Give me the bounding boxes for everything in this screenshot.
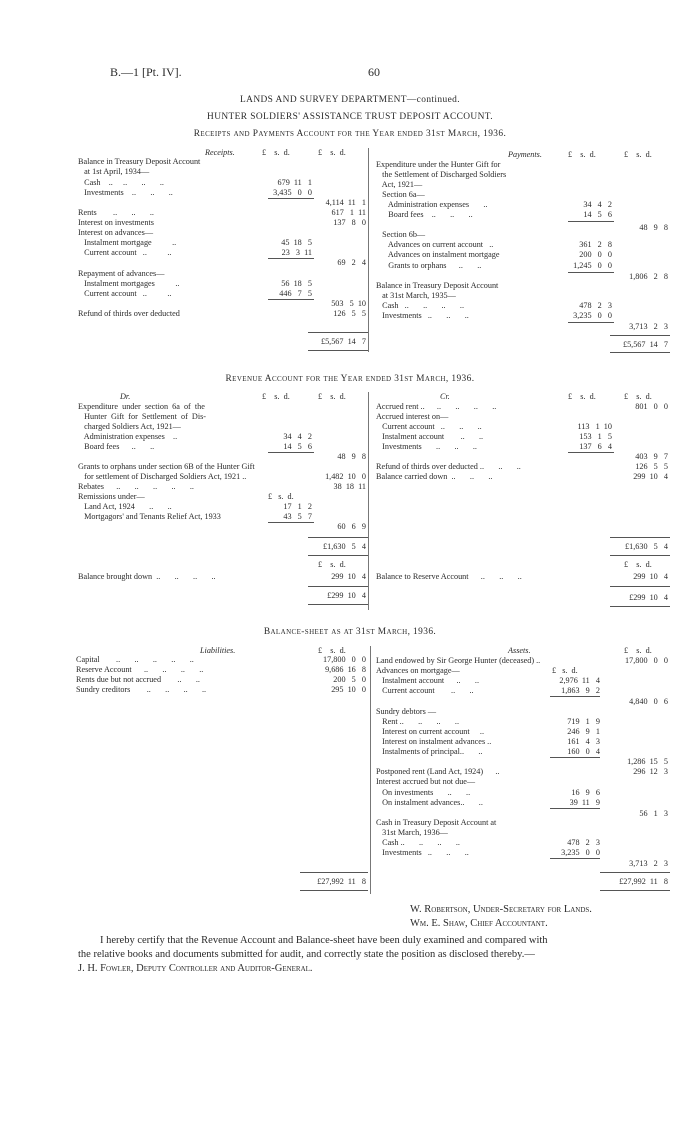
lsd-head: £ s. d. xyxy=(624,392,652,401)
lsd-head: £ s. d. xyxy=(318,148,346,157)
lsd-head: £ s. d. xyxy=(552,666,578,675)
asset-line: Interest on instalment advances .. xyxy=(376,737,492,746)
rp-left-line: Current account .. .. xyxy=(78,248,172,257)
rp-item: 34 4 2 xyxy=(583,200,612,209)
rule xyxy=(610,606,670,607)
rp-right-line: Grants to orphans .. .. xyxy=(376,261,482,270)
cr-head: Cr. xyxy=(440,392,450,401)
rp-right-line: Act, 1921— xyxy=(376,180,423,189)
rp-right-line: Advances on instalment mortgage xyxy=(376,250,500,259)
rev-left-line: Mortgagors' and Tenants Relief Act, 1933 xyxy=(78,512,221,521)
asset-line: Cash in Treasury Deposit Account at xyxy=(376,818,497,827)
rp-left-line: Balance in Treasury Deposit Account xyxy=(78,157,201,166)
dept-title: LANDS AND SURVEY DEPARTMENT—continued. xyxy=(240,95,460,105)
liability-value: 9,686 16 8 xyxy=(325,665,366,674)
asset-line: Interest on current account .. xyxy=(376,727,484,736)
rule xyxy=(308,586,368,587)
asset-item: 246 9 1 xyxy=(567,727,600,736)
asset-grand-total: £27,992 11 8 xyxy=(619,877,668,886)
asset-total: 4,840 0 6 xyxy=(629,697,668,706)
asset-item: 478 2 3 xyxy=(567,838,600,847)
rev-left-line: Grants to orphans under section 6B of the Hunter Gift xyxy=(78,462,255,471)
balance-brought-down: Balance brought down .. .. .. .. xyxy=(78,572,216,581)
liability-value: 200 5 0 xyxy=(333,675,366,684)
asset-item: 2,976 11 4 xyxy=(559,676,600,685)
lsd-head: £ s. d. xyxy=(624,560,652,569)
rp-item: 56 18 5 xyxy=(281,279,312,288)
rev-value: 299 10 4 xyxy=(331,572,366,581)
account-title: HUNTER SOLDIERS' ASSISTANCE TRUST DEPOSIT ACCOUNT. xyxy=(207,112,493,122)
rp-right-line: Administration expenses .. xyxy=(376,200,488,209)
asset-item: 39 11 9 xyxy=(569,798,600,807)
asset-item: 1,863 9 2 xyxy=(561,686,600,695)
liability-value: 17,800 0 0 xyxy=(323,655,366,664)
rule xyxy=(610,586,670,587)
rule xyxy=(610,555,670,556)
rev-left-line: Land Act, 1924 .. .. xyxy=(78,502,172,511)
rev-right-line: Accrued rent .. .. .. .. .. xyxy=(376,402,497,411)
asset-line: Land endowed by Sir George Hunter (deceased) .. xyxy=(376,656,541,665)
asset-line: Current account .. .. xyxy=(376,686,474,695)
rp-left-line: Rents .. .. .. xyxy=(78,208,154,217)
asset-item: 719 1 9 xyxy=(567,717,600,726)
liabilities-head: Liabilities. xyxy=(200,646,236,655)
rev-item: 137 6 4 xyxy=(579,442,612,451)
dr-head: Dr. xyxy=(120,392,131,401)
rp-left-line: Investments .. .. .. xyxy=(78,188,173,197)
receipts-head: Receipts. xyxy=(205,148,235,157)
page-number: 60 xyxy=(368,65,380,79)
lsd-head: £ s. d. xyxy=(568,392,596,401)
rp-item: 14 5 6 xyxy=(583,210,612,219)
rp-left-line: Cash .. .. .. .. xyxy=(78,178,164,187)
rp-total: 126 5 5 xyxy=(333,309,366,318)
rev-left-line: Remissions under— xyxy=(78,492,145,501)
rev-item: 113 1 10 xyxy=(577,422,612,431)
rp-item: 361 2 8 xyxy=(579,240,612,249)
assets-head: Assets. xyxy=(508,646,531,655)
rp-right-line: Investments .. .. .. xyxy=(376,311,469,320)
rev-right-line: Instalment account .. .. xyxy=(376,432,484,441)
asset-total: 3,713 2 3 xyxy=(629,859,668,868)
rp-left-line: Interest on advances— xyxy=(78,228,154,237)
rev-total: 801 0 0 xyxy=(635,402,668,411)
lsd-head: £ s. d. xyxy=(624,150,652,159)
rp-left-line: Instalment mortgages .. xyxy=(78,279,180,288)
rev-grand-total: £1,630 5 4 xyxy=(323,542,366,551)
asset-line: 31st March, 1936— xyxy=(376,828,448,837)
asset-line: Sundry debtors — xyxy=(376,707,437,716)
rp-right-line: at 31st March, 1935— xyxy=(376,291,456,300)
rev-right-line: Investments .. .. .. xyxy=(376,442,477,451)
rp-total: 48 9 8 xyxy=(639,223,668,232)
rp-right-line: Cash .. .. .. .. xyxy=(376,301,465,310)
rp-right-line: Section 6b— xyxy=(376,230,426,239)
asset-total: 1,286 15 5 xyxy=(627,757,668,766)
payments-head: Payments. xyxy=(508,150,542,159)
rp-right-line: Expenditure under the Hunter Gift for xyxy=(376,160,501,169)
rule xyxy=(600,890,670,891)
rev-total: 38 18 11 xyxy=(333,482,366,491)
lsd-head: £ s. d. xyxy=(268,492,294,501)
asset-total: 56 1 3 xyxy=(639,809,668,818)
rp-item: 1,245 0 0 xyxy=(573,261,612,270)
liability-line: Rents due but not accrued .. .. xyxy=(76,675,200,684)
rule xyxy=(550,808,600,809)
asset-total: 296 12 3 xyxy=(633,767,668,776)
rp-title: Receipts and Payments Account for the Year ended 31st March, 1936. xyxy=(193,129,507,139)
asset-line: Rent .. .. .. .. xyxy=(376,717,460,726)
liability-line: Reserve Account .. .. .. .. xyxy=(76,665,204,674)
rev-item: 34 4 2 xyxy=(283,432,312,441)
rev-total: 60 6 9 xyxy=(337,522,366,531)
asset-line: Instalment account .. .. xyxy=(376,676,480,685)
asset-line: Postponed rent (Land Act, 1924) .. xyxy=(376,767,500,776)
rp-grand-total: £5,567 14 7 xyxy=(320,337,366,346)
rev-item: 14 5 6 xyxy=(283,442,312,451)
lsd-head: £ s. d. xyxy=(568,150,596,159)
rp-left-line: Instalment mortgage .. xyxy=(78,238,177,247)
rule xyxy=(610,335,670,336)
rp-total: 617 1 11 xyxy=(331,208,366,217)
rule xyxy=(308,604,368,605)
asset-line: On instalment advances.. .. xyxy=(376,798,483,807)
rp-item: 3,235 0 0 xyxy=(573,311,612,320)
rev-right-line: Current account .. .. .. xyxy=(376,422,482,431)
asset-total: 17,800 0 0 xyxy=(625,656,668,665)
liability-line: Sundry creditors .. .. .. .. xyxy=(76,685,207,694)
asset-line: Cash .. .. .. .. xyxy=(376,838,460,847)
column-divider xyxy=(368,392,369,610)
rev-title: Revenue Account for the Year ended 31st March, 1936. xyxy=(225,374,475,384)
bs-title: Balance-sheet as at 31st March, 1936. xyxy=(263,627,437,637)
asset-line: Interest accrued but not due— xyxy=(376,777,476,786)
rp-item: 200 0 0 xyxy=(579,250,612,259)
liability-value: 295 10 0 xyxy=(331,685,366,694)
lsd-head: £ s. d. xyxy=(262,392,290,401)
certificate-signature: J. H. Fowler, Deputy Controller and Auditor-General. xyxy=(78,963,313,974)
rp-item: 679 11 1 xyxy=(277,178,312,187)
rev-right-line: Balance carried down .. .. .. xyxy=(376,472,493,481)
doc-ref: B.—1 [Pt. IV]. xyxy=(110,65,182,79)
rev-total: £299 10 4 xyxy=(629,593,668,602)
rev-right-line: Accrued interest on— xyxy=(376,412,449,421)
rule xyxy=(308,332,368,333)
lsd-head: £ s. d. xyxy=(318,646,346,655)
asset-line: Instalments of principal.. .. xyxy=(376,747,483,756)
rp-total: 3,713 2 3 xyxy=(629,322,668,331)
rev-left-line: Administration expenses .. xyxy=(78,432,178,441)
lsd-head: £ s. d. xyxy=(624,646,652,655)
rev-right-line: Refund of thirds over deducted .. .. .. xyxy=(376,462,521,471)
rule xyxy=(308,537,368,538)
rev-item: 153 1 5 xyxy=(579,432,612,441)
rp-total: 1,806 2 8 xyxy=(629,272,668,281)
signature-under-secretary: W. Robertson, Under-Secretary for Lands. xyxy=(410,904,592,915)
rp-total: 69 2 4 xyxy=(337,258,366,267)
lsd-head: £ s. d. xyxy=(318,560,346,569)
rev-grand-total: £1,630 5 4 xyxy=(625,542,668,551)
rev-total: 126 5 5 xyxy=(635,462,668,471)
rule xyxy=(550,858,600,859)
rp-grand-total: £5,567 14 7 xyxy=(622,340,668,349)
signature-chief-accountant: Wm. E. Shaw, Chief Accountant. xyxy=(410,918,548,929)
rev-value: 299 10 4 xyxy=(633,572,668,581)
asset-item: 161 4 3 xyxy=(567,737,600,746)
rp-right-line: Section 6a— xyxy=(376,190,425,199)
column-divider xyxy=(370,646,371,894)
lsd-head: £ s. d. xyxy=(318,392,346,401)
rp-left-line: Repayment of advances— xyxy=(78,269,165,278)
rp-right-line: Board fees .. .. .. xyxy=(376,210,473,219)
rev-left-line: Board fees .. .. xyxy=(78,442,155,451)
rev-total: 403 9 7 xyxy=(635,452,668,461)
asset-item: 160 0 4 xyxy=(567,747,600,756)
rp-item: 3,435 0 0 xyxy=(273,188,312,197)
asset-item: 16 9 6 xyxy=(571,788,600,797)
asset-line: Investments .. .. .. xyxy=(376,848,469,857)
asset-line: On investments .. .. xyxy=(376,788,471,797)
rp-left-line: Refund of thirds over deducted xyxy=(78,309,180,318)
rev-left-line: Rebates .. .. .. .. .. xyxy=(78,482,194,491)
column-divider xyxy=(368,148,369,352)
rev-left-line: Expenditure under section 6a of the xyxy=(78,402,205,411)
rp-total: 503 5 10 xyxy=(331,299,366,308)
rev-item: 43 5 7 xyxy=(283,512,312,521)
rule xyxy=(308,555,368,556)
rp-right-line: Balance in Treasury Deposit Account xyxy=(376,281,499,290)
certificate-line: I hereby certify that the Revenue Account and Balance-sheet have been duly examined and compared with xyxy=(100,935,548,946)
liability-total: £27,992 11 8 xyxy=(317,877,366,886)
rp-item: 45 18 5 xyxy=(281,238,312,247)
rev-total: 48 9 8 xyxy=(337,452,366,461)
rule xyxy=(600,872,670,873)
rev-total: £299 10 4 xyxy=(327,591,366,600)
rule xyxy=(300,890,368,891)
liability-line: Capital .. .. .. .. .. xyxy=(76,655,194,664)
rp-item: 478 2 3 xyxy=(579,301,612,310)
rp-left-line: at 1st April, 1934— xyxy=(78,167,150,176)
rule xyxy=(610,352,670,353)
rev-left-line: for settlement of Discharged Soldiers Act, 1921 .. xyxy=(78,472,247,481)
rp-left-line: Interest on investments xyxy=(78,218,154,227)
balance-to-reserve: Balance to Reserve Account .. .. .. xyxy=(376,572,522,581)
asset-line: Advances on mortgage— xyxy=(376,666,460,675)
lsd-head: £ s. d. xyxy=(262,148,290,157)
rule xyxy=(550,696,600,697)
asset-item: 3,235 0 0 xyxy=(561,848,600,857)
rp-item: 23 3 11 xyxy=(281,248,312,257)
rev-left-line: charged Soldiers Act, 1921— xyxy=(78,422,181,431)
rule xyxy=(610,537,670,538)
rev-left-line: Hunter Gift for Settlement of Dis- xyxy=(78,412,207,421)
rp-right-line: Advances on current account .. xyxy=(376,240,494,249)
rule xyxy=(300,872,368,873)
rp-total: 137 8 0 xyxy=(333,218,366,227)
rev-total: 299 10 4 xyxy=(633,472,668,481)
rp-total: 4,114 11 1 xyxy=(325,198,366,207)
rp-left-line: Current account .. .. xyxy=(78,289,172,298)
certificate-line: the relative books and documents submitted for audit, and correctly state the position as disclosed thereby.— xyxy=(78,949,535,960)
rp-item: 446 7 5 xyxy=(279,289,312,298)
rev-total: 1,482 10 0 xyxy=(325,472,366,481)
rule xyxy=(308,350,368,351)
rp-right-line: the Settlement of Discharged Soldiers xyxy=(376,170,507,179)
rule xyxy=(568,221,614,222)
rev-item: 17 1 2 xyxy=(283,502,312,511)
